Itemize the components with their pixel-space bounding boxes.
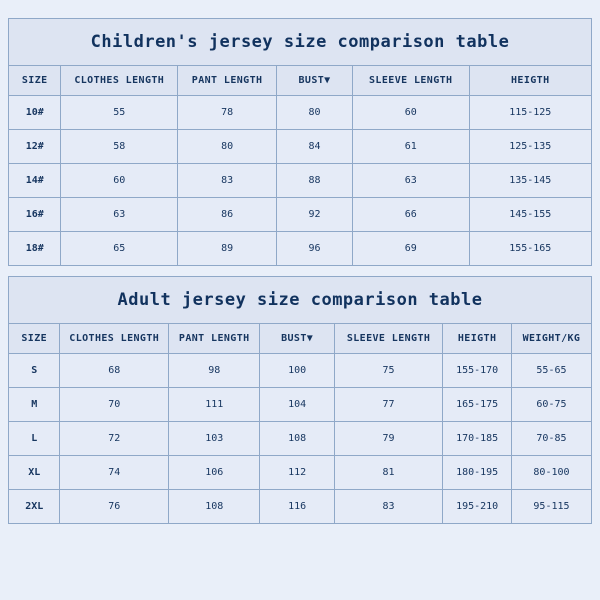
table-title-row [9, 19, 592, 66]
cell-size: L [9, 422, 60, 456]
column-header-clothes-length: CLOTHES LENGTH [61, 66, 178, 96]
cell-heigth: 165-175 [443, 388, 512, 422]
cell-size: 14# [9, 164, 61, 198]
cell-sleeve-length: 81 [334, 456, 443, 490]
cell-heigth: 155-170 [443, 354, 512, 388]
cell-pant-length: 103 [169, 422, 260, 456]
column-header-sleeve-length: SLEEVE LENGTH [352, 66, 469, 96]
cell-clothes-length: 74 [60, 456, 169, 490]
table-row [9, 388, 592, 422]
cell-weight: 95-115 [511, 490, 591, 524]
column-header-pant-length: PANT LENGTH [169, 324, 260, 354]
column-header-pant-length: PANT LENGTH [178, 66, 277, 96]
cell-pant-length: 108 [169, 490, 260, 524]
cell-sleeve-length: 83 [334, 490, 443, 524]
cell-size: 16# [9, 198, 61, 232]
adult-table-title: Adult jersey size comparison table [9, 277, 592, 324]
cell-pant-length: 111 [169, 388, 260, 422]
table-row [9, 198, 592, 232]
table-row [9, 422, 592, 456]
table-title-row [9, 277, 592, 324]
cell-sleeve-length: 61 [352, 130, 469, 164]
cell-weight: 60-75 [511, 388, 591, 422]
cell-heigth: 115-125 [469, 96, 591, 130]
cell-clothes-length: 68 [60, 354, 169, 388]
table-row [9, 456, 592, 490]
cell-size: M [9, 388, 60, 422]
column-header-size: SIZE [9, 324, 60, 354]
column-header-size: SIZE [9, 66, 61, 96]
cell-bust: 100 [260, 354, 334, 388]
column-header-heigth: HEIGTH [443, 324, 512, 354]
column-header-clothes-length: CLOTHES LENGTH [60, 324, 169, 354]
table-row [9, 164, 592, 198]
children-table-title: Children's jersey size comparison table [9, 19, 592, 66]
cell-heigth: 170-185 [443, 422, 512, 456]
cell-bust: 96 [277, 232, 353, 266]
cell-pant-length: 80 [178, 130, 277, 164]
cell-heigth: 195-210 [443, 490, 512, 524]
cell-clothes-length: 63 [61, 198, 178, 232]
cell-bust: 104 [260, 388, 334, 422]
table-row [9, 354, 592, 388]
adult-size-table [8, 276, 592, 524]
cell-heigth: 180-195 [443, 456, 512, 490]
cell-bust: 84 [277, 130, 353, 164]
cell-pant-length: 89 [178, 232, 277, 266]
cell-clothes-length: 70 [60, 388, 169, 422]
cell-size: 12# [9, 130, 61, 164]
cell-sleeve-length: 66 [352, 198, 469, 232]
cell-pant-length: 98 [169, 354, 260, 388]
table-row [9, 490, 592, 524]
column-header-heigth: HEIGTH [469, 66, 591, 96]
column-header-bust: BUST▼ [277, 66, 353, 96]
table-row [9, 130, 592, 164]
children-size-table [8, 18, 592, 266]
cell-pant-length: 106 [169, 456, 260, 490]
cell-size: 10# [9, 96, 61, 130]
cell-size: 18# [9, 232, 61, 266]
cell-clothes-length: 58 [61, 130, 178, 164]
cell-pant-length: 78 [178, 96, 277, 130]
cell-weight: 80-100 [511, 456, 591, 490]
cell-size: XL [9, 456, 60, 490]
cell-sleeve-length: 75 [334, 354, 443, 388]
cell-clothes-length: 55 [61, 96, 178, 130]
cell-sleeve-length: 77 [334, 388, 443, 422]
cell-heigth: 145-155 [469, 198, 591, 232]
cell-clothes-length: 72 [60, 422, 169, 456]
table-row [9, 232, 592, 266]
cell-heigth: 135-145 [469, 164, 591, 198]
cell-heigth: 155-165 [469, 232, 591, 266]
cell-bust: 80 [277, 96, 353, 130]
cell-sleeve-length: 63 [352, 164, 469, 198]
cell-bust: 108 [260, 422, 334, 456]
cell-pant-length: 83 [178, 164, 277, 198]
cell-bust: 116 [260, 490, 334, 524]
cell-sleeve-length: 60 [352, 96, 469, 130]
cell-sleeve-length: 79 [334, 422, 443, 456]
cell-size: S [9, 354, 60, 388]
table-gap [8, 266, 592, 276]
cell-clothes-length: 60 [61, 164, 178, 198]
cell-weight: 70-85 [511, 422, 591, 456]
cell-size: 2XL [9, 490, 60, 524]
cell-sleeve-length: 69 [352, 232, 469, 266]
cell-bust: 92 [277, 198, 353, 232]
cell-weight: 55-65 [511, 354, 591, 388]
table-row [9, 96, 592, 130]
cell-heigth: 125-135 [469, 130, 591, 164]
column-header-weight: WEIGHT/KG [511, 324, 591, 354]
cell-clothes-length: 76 [60, 490, 169, 524]
cell-bust: 88 [277, 164, 353, 198]
cell-pant-length: 86 [178, 198, 277, 232]
cell-bust: 112 [260, 456, 334, 490]
cell-clothes-length: 65 [61, 232, 178, 266]
table-header-row [9, 66, 592, 96]
column-header-bust: BUST▼ [260, 324, 334, 354]
table-header-row [9, 324, 592, 354]
column-header-sleeve-length: SLEEVE LENGTH [334, 324, 443, 354]
